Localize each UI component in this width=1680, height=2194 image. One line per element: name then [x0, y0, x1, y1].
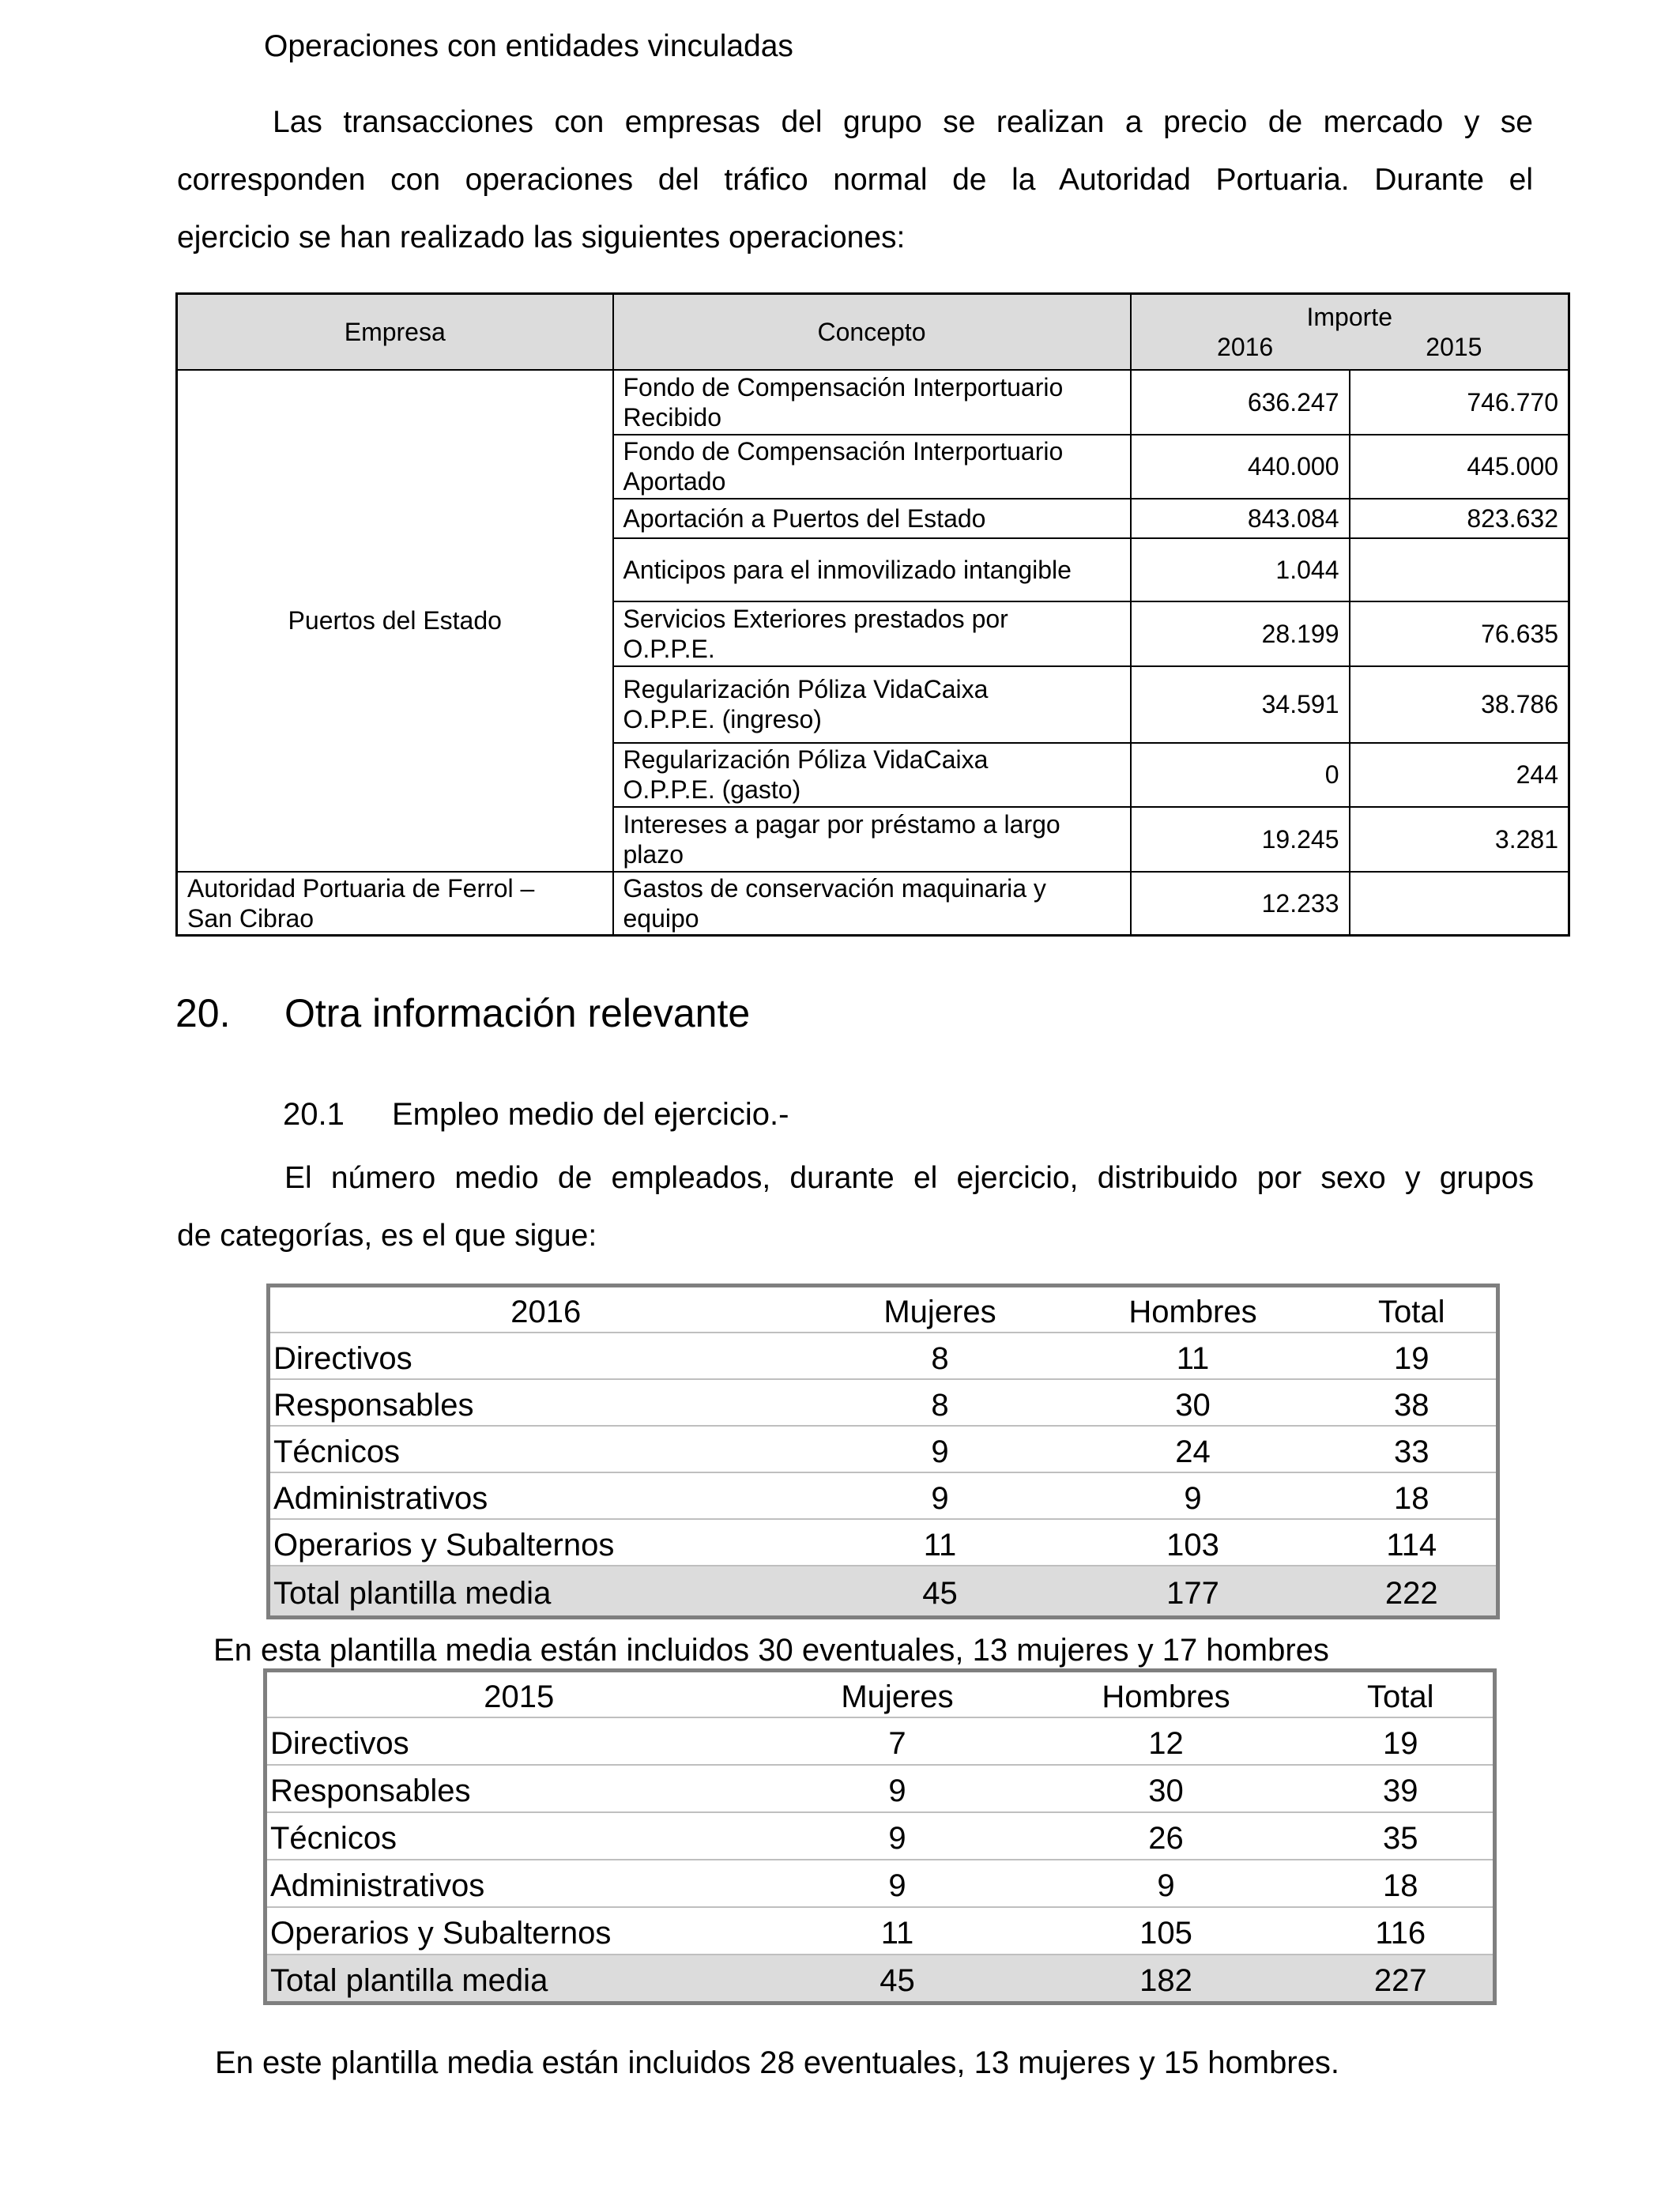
importe-2015-cell: 38.786 — [1350, 666, 1569, 743]
importe-2016-cell: 0 — [1131, 743, 1350, 807]
employees-2015-table — [263, 1668, 1497, 2005]
category-cell: Administrativos — [269, 1472, 822, 1519]
concepto-cell: Fondo de Compensación Interportuario Recibido — [613, 370, 1131, 435]
table-row — [177, 872, 1569, 936]
section-20-title: Otra información relevante — [284, 991, 751, 1035]
importe-2016-cell: 636.247 — [1131, 370, 1350, 435]
importe-2015-cell: 445.000 — [1350, 435, 1569, 499]
table-row — [266, 1717, 1495, 1765]
category-cell: Total plantilla media — [266, 1955, 771, 2004]
header-year: 2016 — [269, 1286, 822, 1333]
mujeres-cell: 8 — [822, 1333, 1059, 1379]
section-heading: Operaciones con entidades vinculadas — [264, 29, 793, 63]
importe-2015-cell: 3.281 — [1350, 807, 1569, 872]
mujeres-cell: 8 — [822, 1379, 1059, 1426]
hombres-cell: 26 — [1024, 1812, 1309, 1860]
header-empresa: Empresa — [177, 294, 613, 370]
header-importe — [1131, 294, 1569, 370]
importe-2016-cell: 843.084 — [1131, 499, 1350, 538]
mujeres-cell: 9 — [771, 1812, 1024, 1860]
importe-2016-cell: 1.044 — [1131, 538, 1350, 601]
table-row — [269, 1379, 1498, 1426]
header-year-2015: 2015 — [1426, 332, 1482, 361]
concepto-cell: Regularización Póliza VidaCaixa O.P.P.E. (ingreso) — [613, 666, 1131, 743]
category-cell: Directivos — [266, 1717, 771, 1765]
note-2016: En esta plantilla media están incluidos 30 eventuales, 13 mujeres y 17 hombres — [213, 1633, 1329, 1668]
category-cell: Responsables — [269, 1379, 822, 1426]
note-2015: En este plantilla media están incluidos 28 eventuales, 13 mujeres y 15 hombres. — [215, 2045, 1340, 2080]
table-row — [266, 1812, 1495, 1860]
empresa-ferrol: Autoridad Portuaria de Ferrol – San Cibrao — [177, 872, 613, 936]
category-cell: Técnicos — [266, 1812, 771, 1860]
header-mujeres: Mujeres — [771, 1671, 1024, 1717]
hombres-cell: 11 — [1059, 1333, 1328, 1379]
importe-2015-cell: 746.770 — [1350, 370, 1569, 435]
mujeres-cell: 11 — [771, 1907, 1024, 1955]
intro-line-2: corresponden con operaciones del tráfico normal de la Autoridad Portuaria. Durante el — [177, 163, 1533, 197]
total-row — [266, 1955, 1495, 2004]
mujeres-cell: 9 — [771, 1860, 1024, 1907]
importe-2015-cell: 244 — [1350, 743, 1569, 807]
empresa-puertos-del-estado: Puertos del Estado — [177, 370, 613, 872]
hombres-cell: 30 — [1059, 1379, 1328, 1426]
importe-2015-cell: 76.635 — [1350, 601, 1569, 666]
importe-2016-cell: 34.591 — [1131, 666, 1350, 743]
header-year: 2015 — [266, 1671, 771, 1717]
total-cell: 19 — [1309, 1717, 1495, 1765]
mujeres-cell: 45 — [771, 1955, 1024, 2004]
hombres-cell: 9 — [1024, 1860, 1309, 1907]
concepto-cell: Intereses a pagar por préstamo a largo plazo — [613, 807, 1131, 872]
total-cell: 114 — [1328, 1519, 1498, 1566]
category-cell: Operarios y Subalternos — [266, 1907, 771, 1955]
employees-intro-line-1: El número medio de empleados, durante el ejercicio, distribuido por sexo y grupos — [284, 1161, 1534, 1195]
intro-line-3: ejercicio se han realizado las siguientes operaciones: — [177, 221, 906, 254]
employees-2016-table — [266, 1284, 1500, 1619]
hombres-cell: 177 — [1059, 1566, 1328, 1618]
table-row — [269, 1333, 1498, 1379]
header-total: Total — [1328, 1286, 1498, 1333]
importe-2016-cell: 28.199 — [1131, 601, 1350, 666]
table-row — [266, 1907, 1495, 1955]
header-concepto: Concepto — [613, 294, 1131, 370]
concepto-cell: Anticipos para el inmovilizado intangible — [613, 538, 1131, 601]
header-hombres: Hombres — [1059, 1286, 1328, 1333]
category-cell: Responsables — [266, 1765, 771, 1812]
subsection-number: 20.1 — [283, 1097, 345, 1132]
mujeres-cell: 9 — [822, 1426, 1059, 1472]
header-total: Total — [1309, 1671, 1495, 1717]
total-cell: 18 — [1328, 1472, 1498, 1519]
concepto-cell: Regularización Póliza VidaCaixa O.P.P.E. (gasto) — [613, 743, 1131, 807]
concepto-cell: Fondo de Compensación Interportuario Aportado — [613, 435, 1131, 499]
section-20-number: 20. — [175, 991, 231, 1035]
concepto-cell: Gastos de conservación maquinaria y equipo — [613, 872, 1131, 936]
intro-line-1: Las transacciones con empresas del grupo se realizan a precio de mercado y se — [273, 105, 1533, 139]
table-row — [269, 1426, 1498, 1472]
category-cell: Técnicos — [269, 1426, 822, 1472]
header-year-2016: 2016 — [1217, 332, 1274, 361]
total-cell: 35 — [1309, 1812, 1495, 1860]
hombres-cell: 182 — [1024, 1955, 1309, 2004]
category-cell: Operarios y Subalternos — [269, 1519, 822, 1566]
category-cell: Directivos — [269, 1333, 822, 1379]
category-cell: Total plantilla media — [269, 1566, 822, 1618]
total-cell: 222 — [1328, 1566, 1498, 1618]
concepto-cell: Servicios Exteriores prestados por O.P.P.E. — [613, 601, 1131, 666]
importe-2015-cell: 823.632 — [1350, 499, 1569, 538]
total-row — [269, 1566, 1498, 1618]
mujeres-cell: 11 — [822, 1519, 1059, 1566]
table-row — [266, 1860, 1495, 1907]
table-row — [269, 1519, 1498, 1566]
importe-2015-cell — [1350, 872, 1569, 936]
importe-2016-cell: 19.245 — [1131, 807, 1350, 872]
table-header-row — [177, 294, 1569, 370]
mujeres-cell: 7 — [771, 1717, 1024, 1765]
hombres-cell: 24 — [1059, 1426, 1328, 1472]
hombres-cell: 105 — [1024, 1907, 1309, 1955]
header-mujeres: Mujeres — [822, 1286, 1059, 1333]
mujeres-cell: 45 — [822, 1566, 1059, 1618]
table-header-row — [266, 1671, 1495, 1717]
total-cell: 18 — [1309, 1860, 1495, 1907]
total-cell: 39 — [1309, 1765, 1495, 1812]
subsection-title: Empleo medio del ejercicio.- — [392, 1097, 789, 1132]
total-cell: 227 — [1309, 1955, 1495, 2004]
hombres-cell: 30 — [1024, 1765, 1309, 1812]
employees-intro-line-2: de categorías, es el que sigue: — [177, 1219, 597, 1253]
hombres-cell: 12 — [1024, 1717, 1309, 1765]
importe-2016-cell: 12.233 — [1131, 872, 1350, 936]
header-hombres: Hombres — [1024, 1671, 1309, 1717]
table-row — [177, 370, 1569, 435]
total-cell: 19 — [1328, 1333, 1498, 1379]
table-row — [269, 1472, 1498, 1519]
mujeres-cell: 9 — [771, 1765, 1024, 1812]
table-row — [266, 1765, 1495, 1812]
table-header-row — [269, 1286, 1498, 1333]
hombres-cell: 103 — [1059, 1519, 1328, 1566]
hombres-cell: 9 — [1059, 1472, 1328, 1519]
related-party-table — [175, 292, 1570, 937]
total-cell: 38 — [1328, 1379, 1498, 1426]
importe-2016-cell: 440.000 — [1131, 435, 1350, 499]
mujeres-cell: 9 — [822, 1472, 1059, 1519]
total-cell: 33 — [1328, 1426, 1498, 1472]
importe-2015-cell — [1350, 538, 1569, 601]
total-cell: 116 — [1309, 1907, 1495, 1955]
concepto-cell: Aportación a Puertos del Estado — [613, 499, 1131, 538]
category-cell: Administrativos — [266, 1860, 771, 1907]
header-importe-label: Importe — [1306, 302, 1392, 331]
